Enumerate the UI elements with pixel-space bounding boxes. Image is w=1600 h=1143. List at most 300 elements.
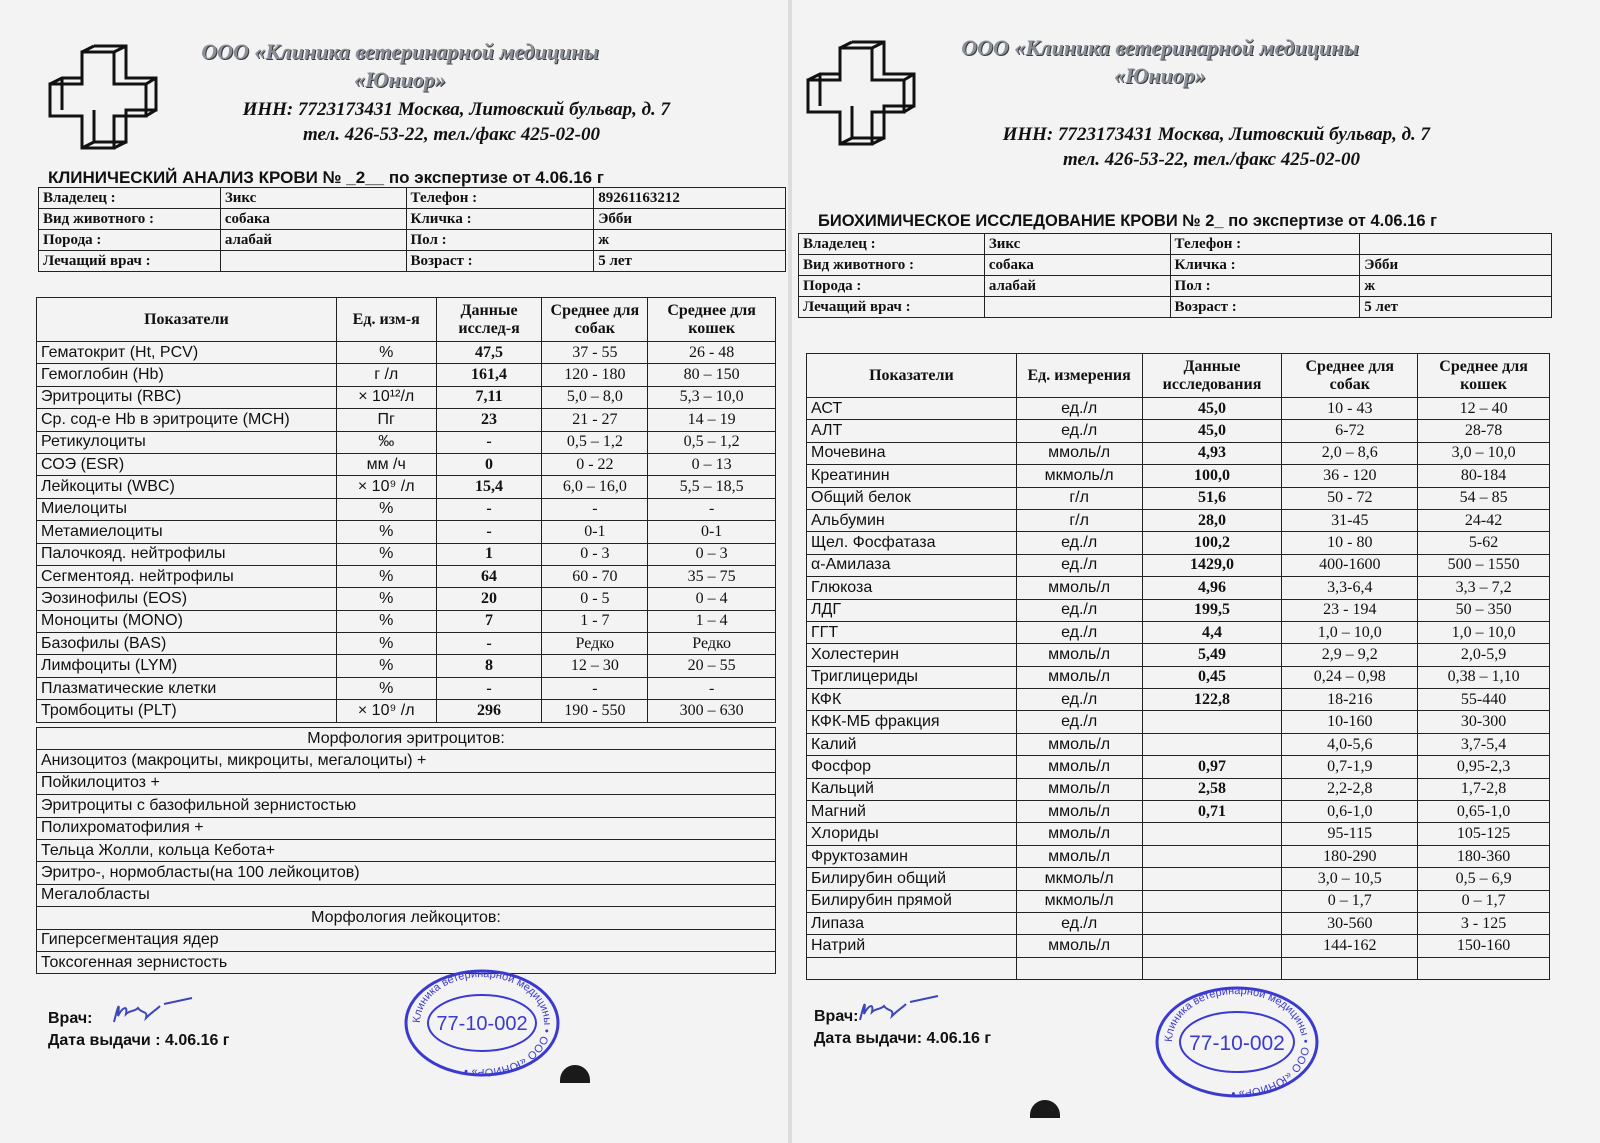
morphology-item: Тельца Жолли, кольца Кебота+ <box>37 839 776 861</box>
unit-cell: ед./л <box>1016 398 1142 420</box>
result-cell: - <box>436 498 542 520</box>
param-cell: ГГТ <box>807 621 1017 643</box>
dog-range-cell: 10-160 <box>1282 711 1418 733</box>
unit-cell: ммоль/л <box>1016 778 1142 800</box>
cat-range-cell: 0,38 – 1,10 <box>1418 666 1550 688</box>
param-cell: Лейкоциты (WBC) <box>37 476 337 498</box>
clinical-results-table <box>36 297 776 723</box>
result-cell: 4,96 <box>1142 577 1282 599</box>
param-cell: Метамиелоциты <box>37 521 337 543</box>
morphology-row <box>37 795 776 817</box>
cat-range-cell: - <box>648 498 776 520</box>
param-cell: Сегментояд. нейтрофилы <box>37 565 337 587</box>
breed-value: алабай <box>984 276 1170 297</box>
result-cell: 7 <box>436 610 542 632</box>
table-row <box>807 912 1550 934</box>
param-cell: СОЭ (ESR) <box>37 453 337 475</box>
result-cell: - <box>436 431 542 453</box>
cat-range-cell: 5-62 <box>1418 532 1550 554</box>
dog-range-cell: 30-560 <box>1282 912 1418 934</box>
result-cell: 15,4 <box>436 476 542 498</box>
morphology-table <box>36 727 776 974</box>
table-row <box>807 420 1550 442</box>
dog-range-cell: - <box>542 677 648 699</box>
morphology-heading-row <box>37 907 776 929</box>
table-row <box>807 577 1550 599</box>
cat-range-cell: - <box>648 677 776 699</box>
dog-range-cell: 120 - 180 <box>542 364 648 386</box>
morphology-item: Гиперсегментация ядер <box>37 929 776 951</box>
dog-range-cell: 2,9 – 9,2 <box>1282 644 1418 666</box>
unit-cell: % <box>336 633 436 655</box>
table-row <box>807 845 1550 867</box>
table-row <box>37 342 776 364</box>
param-cell: Общий белок <box>807 487 1017 509</box>
result-cell: 161,4 <box>436 364 542 386</box>
phone-value <box>1360 234 1552 255</box>
dog-range-cell: 0 - 5 <box>542 588 648 610</box>
param-cell: α-Амилаза <box>807 554 1017 576</box>
dog-range-cell: 144-162 <box>1282 935 1418 957</box>
table-row <box>807 957 1550 979</box>
vet-value <box>984 297 1170 318</box>
col-param: Показатели <box>37 298 337 342</box>
dog-range-cell: 36 - 120 <box>1282 465 1418 487</box>
vet-label: Лечащий врач : <box>799 297 985 318</box>
table-row <box>807 801 1550 823</box>
doctor-signature <box>108 996 198 1028</box>
age-label: Возраст : <box>1170 297 1360 318</box>
result-cell: 8 <box>436 655 542 677</box>
morphology-row <box>37 929 776 951</box>
table-row <box>807 666 1550 688</box>
stamp-number: 77-10-002 <box>436 1013 528 1035</box>
pet-name-value: Эбби <box>594 209 786 230</box>
table-row <box>807 487 1550 509</box>
result-cell <box>1142 868 1282 890</box>
result-cell: 7,11 <box>436 386 542 408</box>
dog-range-cell: 31-45 <box>1282 509 1418 531</box>
org-name <box>900 34 1420 90</box>
issue-date: Дата выдачи : 4.06.16 г <box>48 1032 230 1049</box>
morphology-item: Токсогенная зернистость <box>37 951 776 973</box>
cat-range-cell: 80 – 150 <box>648 364 776 386</box>
morphology-heading: Морфология лейкоцитов: <box>37 907 776 929</box>
cat-range-cell: 30-300 <box>1418 711 1550 733</box>
unit-cell: × 10⁹ /л <box>336 700 436 722</box>
info-row <box>799 276 1552 297</box>
org-name <box>140 38 660 94</box>
param-cell: Билирубин общий <box>807 868 1017 890</box>
phone-label: Телефон : <box>406 188 594 209</box>
biochem-title: БИОХИМИЧЕСКОЕ ИССЛЕДОВАНИЕ КРОВИ № 2_ по экспертизе от 4.06.16 г <box>818 212 1437 230</box>
param-cell: Эритроциты (RBC) <box>37 386 337 408</box>
col-result: Данные исследования <box>1142 354 1282 398</box>
param-cell: КФК-МБ фракция <box>807 711 1017 733</box>
cat-range-cell: 50 – 350 <box>1418 599 1550 621</box>
param-cell: Альбумин <box>807 509 1017 531</box>
dog-range-cell: 4,0-5,6 <box>1282 733 1418 755</box>
param-cell: Глюкоза <box>807 577 1017 599</box>
cat-range-cell: 500 – 1550 <box>1418 554 1550 576</box>
unit-cell: ед./л <box>1016 621 1142 643</box>
unit-cell: ед./л <box>1016 532 1142 554</box>
param-cell: Ср. сод-е Hb в эритроците (MCH) <box>37 409 337 431</box>
cat-range-cell: 0 – 4 <box>648 588 776 610</box>
unit-cell: % <box>336 610 436 632</box>
table-row <box>37 431 776 453</box>
dog-range-cell: 10 - 80 <box>1282 532 1418 554</box>
col-dog: Среднее для собак <box>542 298 648 342</box>
col-result: Данные исслед-я <box>436 298 542 342</box>
result-cell: 100,2 <box>1142 532 1282 554</box>
age-value: 5 лет <box>594 251 786 272</box>
owner-value: Зикс <box>984 234 1170 255</box>
cat-range-cell: 1 – 4 <box>648 610 776 632</box>
biochem-results-table <box>806 353 1550 980</box>
clinical-blood-sheet <box>0 0 790 1143</box>
morphology-heading: Морфология эритроцитов: <box>37 728 776 750</box>
org-name-line2: «Юниор» <box>354 67 446 92</box>
table-row <box>37 453 776 475</box>
biochem-patient-info <box>798 233 1552 318</box>
table-row <box>37 409 776 431</box>
unit-cell: г/л <box>1016 509 1142 531</box>
cat-range-cell: 5,5 – 18,5 <box>648 476 776 498</box>
param-cell: ЛДГ <box>807 599 1017 621</box>
vet-label: Лечащий врач : <box>39 251 221 272</box>
param-cell: АЛТ <box>807 420 1017 442</box>
table-row <box>37 364 776 386</box>
unit-cell: % <box>336 677 436 699</box>
org-name-line2: «Юниор» <box>1114 63 1206 88</box>
result-cell: 296 <box>436 700 542 722</box>
morphology-row <box>37 862 776 884</box>
unit-cell: × 10⁹ /л <box>336 476 436 498</box>
unit-cell: ед./л <box>1016 420 1142 442</box>
dog-range-cell: - <box>542 498 648 520</box>
info-row <box>39 188 786 209</box>
unit-cell: ммоль/л <box>1016 756 1142 778</box>
unit-cell: ммоль/л <box>1016 733 1142 755</box>
dog-range-cell: 1 - 7 <box>542 610 648 632</box>
result-cell: 0,71 <box>1142 801 1282 823</box>
table-header-row <box>37 298 776 342</box>
table-row <box>807 935 1550 957</box>
table-row <box>807 599 1550 621</box>
table-row <box>807 644 1550 666</box>
dog-range-cell: 10 - 43 <box>1282 398 1418 420</box>
dog-range-cell: 180-290 <box>1282 845 1418 867</box>
result-cell: 199,5 <box>1142 599 1282 621</box>
morphology-row <box>37 839 776 861</box>
unit-cell: ед./л <box>1016 599 1142 621</box>
param-cell: Тромбоциты (PLT) <box>37 700 337 722</box>
dog-range-cell: 21 - 27 <box>542 409 648 431</box>
sex-value: ж <box>1360 276 1552 297</box>
pet-name-value: Эбби <box>1360 255 1552 276</box>
species-value: собака <box>984 255 1170 276</box>
clinical-patient-info <box>38 187 786 272</box>
table-row <box>807 532 1550 554</box>
species-label: Вид животного : <box>39 209 221 230</box>
result-cell: - <box>436 633 542 655</box>
info-row <box>799 255 1552 276</box>
result-cell <box>1142 733 1282 755</box>
cat-range-cell: 28-78 <box>1418 420 1550 442</box>
result-cell: 0,97 <box>1142 756 1282 778</box>
unit-cell: % <box>336 565 436 587</box>
owner-label: Владелец : <box>799 234 985 255</box>
cat-range-cell: Редко <box>648 633 776 655</box>
param-cell: Креатинин <box>807 465 1017 487</box>
unit-cell: ммоль/л <box>1016 801 1142 823</box>
org-name-line1: ООО «Клиника ветеринарной медицины <box>201 39 599 64</box>
col-unit: Ед. измерения <box>1016 354 1142 398</box>
dog-range-cell: 60 - 70 <box>542 565 648 587</box>
biochem-blood-sheet <box>790 0 1600 1143</box>
param-cell: Фосфор <box>807 756 1017 778</box>
unit-cell: ‰ <box>336 431 436 453</box>
cat-range-cell: 105-125 <box>1418 823 1550 845</box>
pet-name-label: Кличка : <box>1170 255 1360 276</box>
cat-range-cell: 3 - 125 <box>1418 912 1550 934</box>
unit-cell: г/л <box>1016 487 1142 509</box>
morphology-item: Анизоцитоз (макроциты, микроциты, мегалоциты) + <box>37 750 776 772</box>
result-cell: 2,58 <box>1142 778 1282 800</box>
param-cell: Триглицериды <box>807 666 1017 688</box>
table-row <box>37 386 776 408</box>
result-cell: 23 <box>436 409 542 431</box>
species-value: собака <box>220 209 406 230</box>
morphology-item: Мегалобласты <box>37 884 776 906</box>
age-value: 5 лет <box>1360 297 1552 318</box>
cat-range-cell: 0,65-1,0 <box>1418 801 1550 823</box>
pet-name-label: Кличка : <box>406 209 594 230</box>
unit-cell: % <box>336 342 436 364</box>
unit-cell: ед./л <box>1016 689 1142 711</box>
result-cell: 1429,0 <box>1142 554 1282 576</box>
table-row <box>37 565 776 587</box>
result-cell: 0 <box>436 453 542 475</box>
dog-range-cell: 23 - 194 <box>1282 599 1418 621</box>
morphology-row <box>37 817 776 839</box>
dog-range-cell: 50 - 72 <box>1282 487 1418 509</box>
table-row <box>807 398 1550 420</box>
table-row <box>37 476 776 498</box>
result-cell: 122,8 <box>1142 689 1282 711</box>
param-cell <box>807 957 1017 979</box>
cat-range-cell: 0,5 – 6,9 <box>1418 868 1550 890</box>
cat-range-cell: 35 – 75 <box>648 565 776 587</box>
dog-range-cell: 2,2-2,8 <box>1282 778 1418 800</box>
table-row <box>807 465 1550 487</box>
table-row <box>807 756 1550 778</box>
morphology-row <box>37 750 776 772</box>
param-cell: Лимфоциты (LYM) <box>37 655 337 677</box>
cat-range-cell: 2,0-5,9 <box>1418 644 1550 666</box>
result-cell: 45,0 <box>1142 398 1282 420</box>
param-cell: Миелоциты <box>37 498 337 520</box>
cat-range-cell: 14 – 19 <box>648 409 776 431</box>
param-cell: КФК <box>807 689 1017 711</box>
info-row <box>39 230 786 251</box>
dog-range-cell: 5,0 – 8,0 <box>542 386 648 408</box>
dog-range-cell: 3,0 – 10,5 <box>1282 868 1418 890</box>
unit-cell <box>1016 957 1142 979</box>
dog-range-cell: 0,5 – 1,2 <box>542 431 648 453</box>
result-cell: 100,0 <box>1142 465 1282 487</box>
result-cell: 64 <box>436 565 542 587</box>
param-cell: АСТ <box>807 398 1017 420</box>
result-cell <box>1142 935 1282 957</box>
dog-range-cell: 12 – 30 <box>542 655 648 677</box>
cat-range-cell: 0 – 13 <box>648 453 776 475</box>
table-row <box>807 890 1550 912</box>
stamp-number: 77-10-002 <box>1189 1032 1285 1055</box>
result-cell: 28,0 <box>1142 509 1282 531</box>
breed-label: Порода : <box>799 276 985 297</box>
table-row <box>37 588 776 610</box>
unit-cell: % <box>336 543 436 565</box>
org-address-line: ИНН: 7723173431 Москва, Литовский бульвар, д. 7 <box>242 99 670 120</box>
table-row <box>807 778 1550 800</box>
cat-range-cell <box>1418 957 1550 979</box>
unit-cell: мкмоль/л <box>1016 890 1142 912</box>
dog-range-cell: 3,3-6,4 <box>1282 577 1418 599</box>
table-row <box>807 733 1550 755</box>
result-cell: 4,4 <box>1142 621 1282 643</box>
table-row <box>807 868 1550 890</box>
dog-range-cell: 0,6-1,0 <box>1282 801 1418 823</box>
sex-label: Пол : <box>1170 276 1360 297</box>
unit-cell: Пг <box>336 409 436 431</box>
param-cell: Холестерин <box>807 644 1017 666</box>
owner-label: Владелец : <box>39 188 221 209</box>
col-cat: Среднее для кошек <box>648 298 776 342</box>
param-cell: Калий <box>807 733 1017 755</box>
org-address-line: ИНН: 7723173431 Москва, Литовский бульвар, д. 7 <box>1002 124 1430 145</box>
result-cell: 45,0 <box>1142 420 1282 442</box>
table-row <box>807 509 1550 531</box>
sex-value: ж <box>594 230 786 251</box>
unit-cell: % <box>336 655 436 677</box>
dog-range-cell: 6,0 – 16,0 <box>542 476 648 498</box>
result-cell: - <box>436 677 542 699</box>
dog-range-cell: 6-72 <box>1282 420 1418 442</box>
param-cell: Натрий <box>807 935 1017 957</box>
info-row <box>39 251 786 272</box>
clinic-stamp <box>402 968 562 1078</box>
cat-range-cell: 1,7-2,8 <box>1418 778 1550 800</box>
cat-range-cell: 1,0 – 10,0 <box>1418 621 1550 643</box>
unit-cell: ммоль/л <box>1016 644 1142 666</box>
table-row <box>37 677 776 699</box>
param-cell: Эозинофилы (EOS) <box>37 588 337 610</box>
cat-range-cell: 3,7-5,4 <box>1418 733 1550 755</box>
cat-range-cell: 54 – 85 <box>1418 487 1550 509</box>
dog-range-cell: 400-1600 <box>1282 554 1418 576</box>
morphology-item: Эритро-, нормобласты(на 100 лейкоцитов) <box>37 862 776 884</box>
breed-value: алабай <box>220 230 406 251</box>
phone-label: Телефон : <box>1170 234 1360 255</box>
unit-cell: ммоль/л <box>1016 935 1142 957</box>
cat-range-cell: 80-184 <box>1418 465 1550 487</box>
unit-cell: ммоль/л <box>1016 823 1142 845</box>
table-row <box>807 442 1550 464</box>
info-row <box>799 297 1552 318</box>
clinical-title: КЛИНИЧЕСКИЙ АНАЛИЗ КРОВИ № _2__ по экспертизе от 4.06.16 г <box>48 168 604 187</box>
result-cell <box>1142 845 1282 867</box>
table-row <box>37 610 776 632</box>
param-cell: Кальций <box>807 778 1017 800</box>
table-row <box>807 823 1550 845</box>
cat-range-cell: 150-160 <box>1418 935 1550 957</box>
table-row <box>37 521 776 543</box>
issue-date: Дата выдачи: 4.06.16 г <box>814 1030 992 1047</box>
result-cell: 51,6 <box>1142 487 1282 509</box>
unit-cell: мкмоль/л <box>1016 868 1142 890</box>
dog-range-cell: 0-1 <box>542 521 648 543</box>
cat-range-cell: 26 - 48 <box>648 342 776 364</box>
doctor-signature <box>854 994 944 1026</box>
unit-cell: мкмоль/л <box>1016 465 1142 487</box>
morphology-row <box>37 772 776 794</box>
org-address <box>910 122 1430 172</box>
unit-cell: ммоль/л <box>1016 577 1142 599</box>
vet-value <box>220 251 406 272</box>
unit-cell: ммоль/л <box>1016 666 1142 688</box>
param-cell: Базофилы (BAS) <box>37 633 337 655</box>
cat-range-cell: 0,5 – 1,2 <box>648 431 776 453</box>
param-cell: Ретикулоциты <box>37 431 337 453</box>
param-cell: Мочевина <box>807 442 1017 464</box>
morphology-row <box>37 884 776 906</box>
doctor-label: Врач: <box>814 1008 859 1025</box>
param-cell: Плазматические клетки <box>37 677 337 699</box>
cat-range-cell: 300 – 630 <box>648 700 776 722</box>
param-cell: Моноциты (MONO) <box>37 610 337 632</box>
param-cell: Фруктозамин <box>807 845 1017 867</box>
unit-cell: % <box>336 498 436 520</box>
unit-cell: ммоль/л <box>1016 442 1142 464</box>
org-phones-line: тел. 426-53-22, тел./факс 425-02-00 <box>302 124 600 145</box>
morphology-item: Эритроциты с базофильной зернистостью <box>37 795 776 817</box>
org-name-line1: ООО «Клиника ветеринарной медицины <box>961 35 1359 60</box>
morphology-item: Полихроматофилия + <box>37 817 776 839</box>
table-header-row <box>807 354 1550 398</box>
dog-range-cell: 0,24 – 0,98 <box>1282 666 1418 688</box>
table-row <box>37 700 776 722</box>
unit-cell: ед./л <box>1016 554 1142 576</box>
table-row <box>37 498 776 520</box>
unit-cell: ед./л <box>1016 711 1142 733</box>
table-row <box>37 633 776 655</box>
age-label: Возраст : <box>406 251 594 272</box>
dog-range-cell: 18-216 <box>1282 689 1418 711</box>
cat-range-cell: 0,95-2,3 <box>1418 756 1550 778</box>
param-cell: Липаза <box>807 912 1017 934</box>
breed-label: Порода : <box>39 230 221 251</box>
dog-range-cell: 0 - 3 <box>542 543 648 565</box>
result-cell: 20 <box>436 588 542 610</box>
cat-range-cell: 20 – 55 <box>648 655 776 677</box>
species-label: Вид животного : <box>799 255 985 276</box>
result-cell <box>1142 823 1282 845</box>
unit-cell: ед./л <box>1016 912 1142 934</box>
dog-range-cell <box>1282 957 1418 979</box>
param-cell: Щел. Фосфатаза <box>807 532 1017 554</box>
